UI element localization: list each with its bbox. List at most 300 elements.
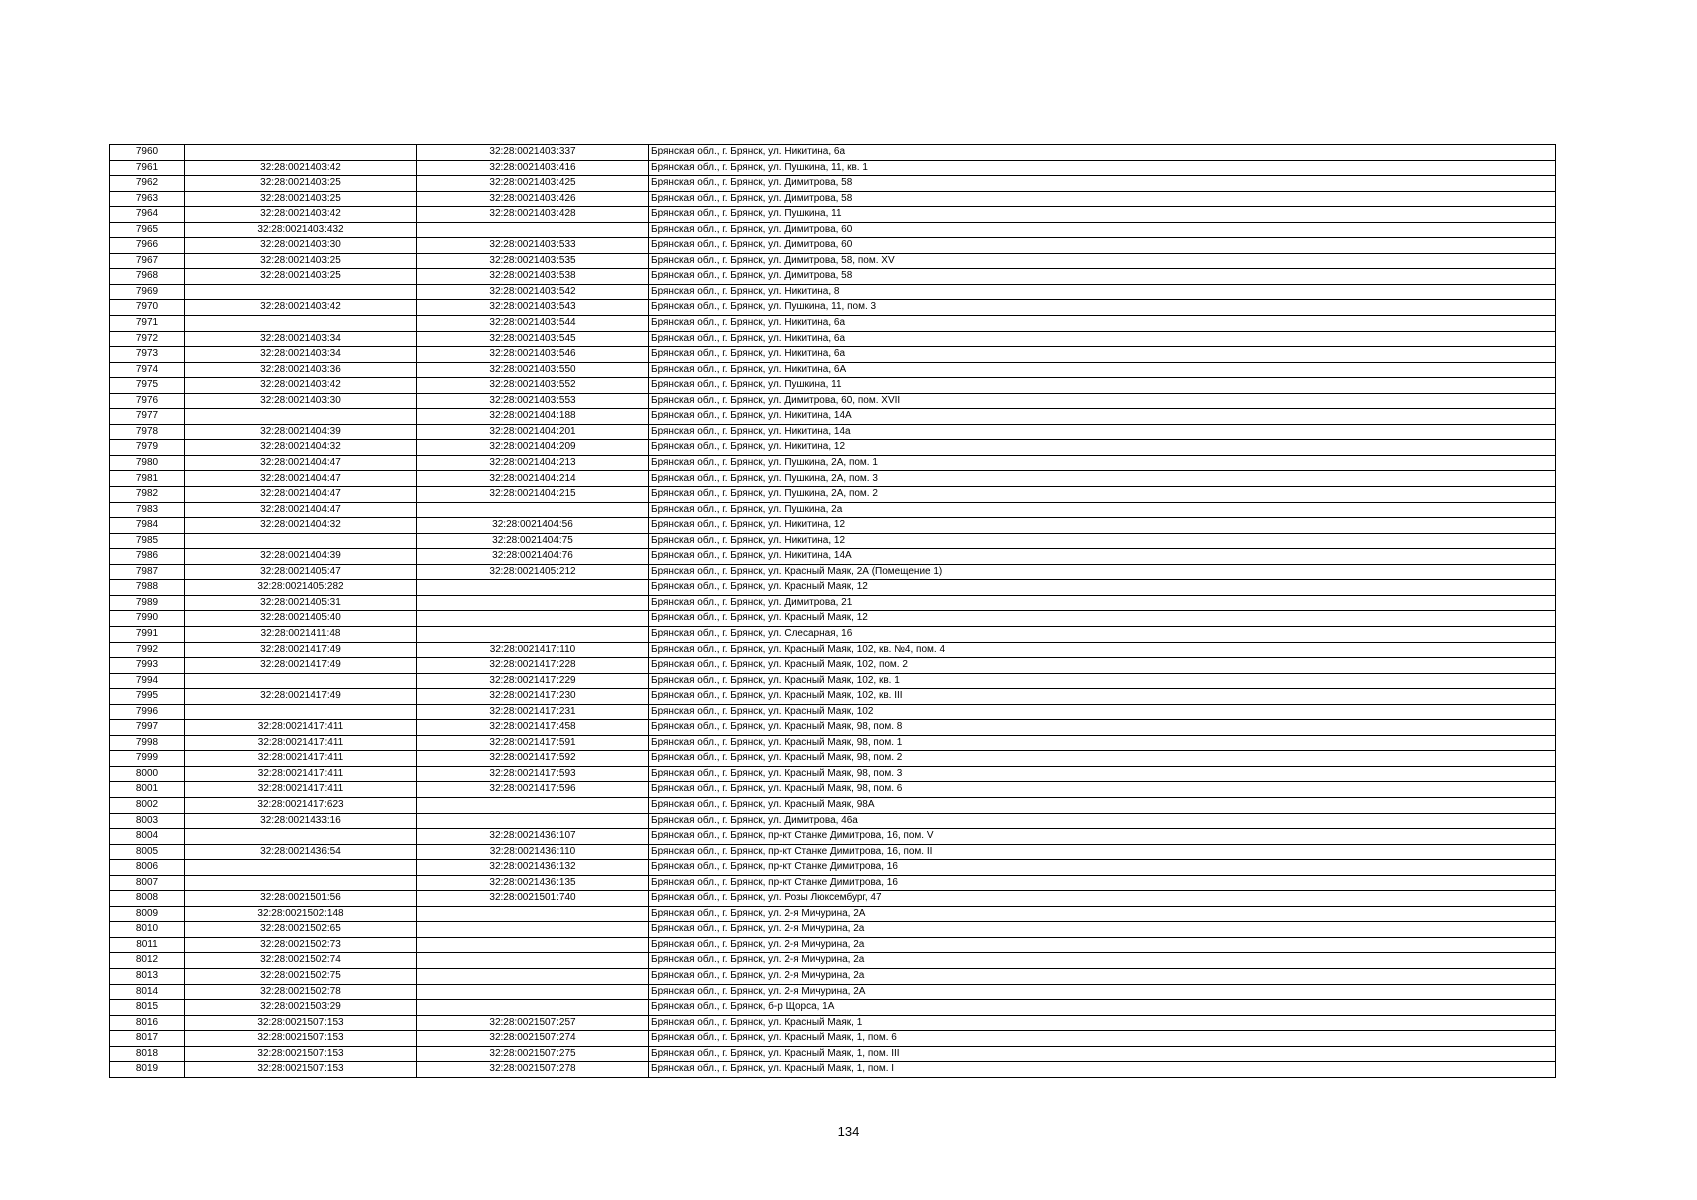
row-number-cell: 7996 [110, 704, 185, 720]
object-cadastral-number-cell: 32:28:0021417:230 [417, 689, 649, 705]
table-row [110, 766, 1556, 782]
row-number-cell: 7974 [110, 362, 185, 378]
parcel-cadastral-number-cell: 32:28:0021417:411 [185, 735, 417, 751]
parcel-cadastral-number-cell: 32:28:0021417:411 [185, 782, 417, 798]
table-row [110, 347, 1556, 363]
table-row [110, 564, 1556, 580]
object-cadastral-number-cell: 32:28:0021403:545 [417, 331, 649, 347]
address-cell: Брянская обл., г. Брянск, пр-кт Станке Димитрова, 16, пом. V [649, 829, 1556, 845]
parcel-cadastral-number-cell: 32:28:0021403:30 [185, 238, 417, 254]
object-cadastral-number-cell [417, 797, 649, 813]
page-number: 134 [837, 1124, 860, 1139]
parcel-cadastral-number-cell: 32:28:0021403:42 [185, 207, 417, 223]
row-number-cell: 8017 [110, 1031, 185, 1047]
parcel-cadastral-number-cell: 32:28:0021501:56 [185, 891, 417, 907]
address-cell: Брянская обл., г. Брянск, ул. Красный Маяк, 1, пом. 6 [649, 1031, 1556, 1047]
parcel-cadastral-number-cell: 32:28:0021502:74 [185, 953, 417, 969]
table-row [110, 953, 1556, 969]
address-cell: Брянская обл., г. Брянск, ул. Пушкина, 11, кв. 1 [649, 160, 1556, 176]
address-cell: Брянская обл., г. Брянск, ул. Красный Маяк, 98, пом. 3 [649, 766, 1556, 782]
row-number-cell: 7992 [110, 642, 185, 658]
table-row [110, 238, 1556, 254]
table-row [110, 549, 1556, 565]
parcel-cadastral-number-cell: 32:28:0021433:16 [185, 813, 417, 829]
object-cadastral-number-cell: 32:28:0021417:110 [417, 642, 649, 658]
object-cadastral-number-cell: 32:28:0021417:596 [417, 782, 649, 798]
parcel-cadastral-number-cell [185, 704, 417, 720]
address-cell: Брянская обл., г. Брянск, ул. Димитрова, 58, пом. XV [649, 253, 1556, 269]
parcel-cadastral-number-cell [185, 284, 417, 300]
address-cell: Брянская обл., г. Брянск, ул. Никитина, 6а [649, 331, 1556, 347]
row-number-cell: 7968 [110, 269, 185, 285]
table-row [110, 331, 1556, 347]
object-cadastral-number-cell [417, 580, 649, 596]
object-cadastral-number-cell: 32:28:0021404:209 [417, 440, 649, 456]
object-cadastral-number-cell: 32:28:0021405:212 [417, 564, 649, 580]
object-cadastral-number-cell [417, 937, 649, 953]
parcel-cadastral-number-cell: 32:28:0021417:411 [185, 766, 417, 782]
table-row [110, 611, 1556, 627]
address-cell: Брянская обл., г. Брянск, ул. Пушкина, 2А, пом. 1 [649, 455, 1556, 471]
address-cell: Брянская обл., г. Брянск, ул. Димитрова, 58 [649, 176, 1556, 192]
table-row [110, 875, 1556, 891]
table-row [110, 316, 1556, 332]
address-cell: Брянская обл., г. Брянск, ул. 2-я Мичурина, 2А [649, 984, 1556, 1000]
address-cell: Брянская обл., г. Брянск, ул. Красный Маяк, 102, кв. №4, пом. 4 [649, 642, 1556, 658]
table-row [110, 409, 1556, 425]
parcel-cadastral-number-cell: 32:28:0021502:65 [185, 922, 417, 938]
table-row [110, 284, 1556, 300]
parcel-cadastral-number-cell: 32:28:0021405:40 [185, 611, 417, 627]
address-cell: Брянская обл., г. Брянск, ул. 2-я Мичурина, 2а [649, 953, 1556, 969]
table-row [110, 533, 1556, 549]
row-number-cell: 7990 [110, 611, 185, 627]
parcel-cadastral-number-cell: 32:28:0021417:623 [185, 797, 417, 813]
address-cell: Брянская обл., г. Брянск, ул. Красный Маяк, 102, кв. 1 [649, 673, 1556, 689]
row-number-cell: 7980 [110, 455, 185, 471]
address-cell: Брянская обл., г. Брянск, ул. Пушкина, 11, пом. 3 [649, 300, 1556, 316]
parcel-cadastral-number-cell: 32:28:0021404:39 [185, 424, 417, 440]
object-cadastral-number-cell: 32:28:0021436:110 [417, 844, 649, 860]
address-cell: Брянская обл., г. Брянск, ул. Розы Люксембург, 47 [649, 891, 1556, 907]
object-cadastral-number-cell [417, 906, 649, 922]
row-number-cell: 8001 [110, 782, 185, 798]
row-number-cell: 8012 [110, 953, 185, 969]
object-cadastral-number-cell: 32:28:0021403:416 [417, 160, 649, 176]
table-row [110, 269, 1556, 285]
address-cell: Брянская обл., г. Брянск, ул. Никитина, 8 [649, 284, 1556, 300]
table-row [110, 968, 1556, 984]
object-cadastral-number-cell [417, 984, 649, 1000]
table-row [110, 455, 1556, 471]
object-cadastral-number-cell: 32:28:0021404:188 [417, 409, 649, 425]
object-cadastral-number-cell: 32:28:0021403:546 [417, 347, 649, 363]
address-cell: Брянская обл., г. Брянск, ул. Никитина, 12 [649, 518, 1556, 534]
parcel-cadastral-number-cell: 32:28:0021411:48 [185, 626, 417, 642]
parcel-cadastral-number-cell: 32:28:0021404:47 [185, 471, 417, 487]
table-row [110, 362, 1556, 378]
object-cadastral-number-cell [417, 813, 649, 829]
address-cell: Брянская обл., г. Брянск, пр-кт Станке Димитрова, 16 [649, 860, 1556, 876]
address-cell: Брянская обл., г. Брянск, ул. Димитрова, 58 [649, 191, 1556, 207]
parcel-cadastral-number-cell: 32:28:0021403:42 [185, 378, 417, 394]
row-number-cell: 7969 [110, 284, 185, 300]
row-number-cell: 7971 [110, 316, 185, 332]
table-row [110, 595, 1556, 611]
table-row [110, 797, 1556, 813]
row-number-cell: 8015 [110, 1000, 185, 1016]
row-number-cell: 7977 [110, 409, 185, 425]
row-number-cell: 8010 [110, 922, 185, 938]
parcel-cadastral-number-cell: 32:28:0021403:432 [185, 222, 417, 238]
table-row [110, 1046, 1556, 1062]
table-row [110, 673, 1556, 689]
parcel-cadastral-number-cell: 32:28:0021507:153 [185, 1062, 417, 1078]
parcel-cadastral-number-cell [185, 673, 417, 689]
parcel-cadastral-number-cell: 32:28:0021507:153 [185, 1031, 417, 1047]
object-cadastral-number-cell [417, 968, 649, 984]
table-row [110, 518, 1556, 534]
object-cadastral-number-cell: 32:28:0021417:231 [417, 704, 649, 720]
object-cadastral-number-cell: 32:28:0021436:135 [417, 875, 649, 891]
table-row [110, 937, 1556, 953]
address-cell: Брянская обл., г. Брянск, ул. Красный Маяк, 1, пом. III [649, 1046, 1556, 1062]
table-row [110, 1015, 1556, 1031]
row-number-cell: 7963 [110, 191, 185, 207]
address-cell: Брянская обл., г. Брянск, ул. 2-я Мичурина, 2А [649, 906, 1556, 922]
table-row [110, 580, 1556, 596]
parcel-cadastral-number-cell: 32:28:0021503:29 [185, 1000, 417, 1016]
parcel-cadastral-number-cell [185, 860, 417, 876]
address-cell: Брянская обл., г. Брянск, ул. Никитина, 14а [649, 424, 1556, 440]
parcel-cadastral-number-cell: 32:28:0021403:36 [185, 362, 417, 378]
row-number-cell: 8007 [110, 875, 185, 891]
object-cadastral-number-cell [417, 922, 649, 938]
address-cell: Брянская обл., г. Брянск, пр-кт Станке Димитрова, 16 [649, 875, 1556, 891]
parcel-cadastral-number-cell: 32:28:0021403:25 [185, 191, 417, 207]
object-cadastral-number-cell: 32:28:0021404:215 [417, 487, 649, 503]
address-cell: Брянская обл., г. Брянск, ул. Пушкина, 11 [649, 378, 1556, 394]
row-number-cell: 8011 [110, 937, 185, 953]
address-cell: Брянская обл., г. Брянск, ул. Пушкина, 2А, пом. 3 [649, 471, 1556, 487]
address-cell: Брянская обл., г. Брянск, ул. 2-я Мичурина, 2а [649, 968, 1556, 984]
object-cadastral-number-cell: 32:28:0021507:278 [417, 1062, 649, 1078]
address-cell: Брянская обл., г. Брянск, ул. Димитрова, 21 [649, 595, 1556, 611]
parcel-cadastral-number-cell: 32:28:0021417:49 [185, 642, 417, 658]
row-number-cell: 7978 [110, 424, 185, 440]
parcel-cadastral-number-cell: 32:28:0021507:153 [185, 1046, 417, 1062]
table-row [110, 689, 1556, 705]
address-cell: Брянская обл., г. Брянск, ул. Димитрова, 60 [649, 222, 1556, 238]
address-cell: Брянская обл., г. Брянск, ул. Никитина, 6а [649, 316, 1556, 332]
row-number-cell: 8014 [110, 984, 185, 1000]
table-row [110, 145, 1556, 161]
address-cell: Брянская обл., г. Брянск, ул. Красный Маяк, 102, кв. III [649, 689, 1556, 705]
object-cadastral-number-cell: 32:28:0021507:257 [417, 1015, 649, 1031]
table-row [110, 1000, 1556, 1016]
object-cadastral-number-cell: 32:28:0021403:535 [417, 253, 649, 269]
row-number-cell: 7999 [110, 751, 185, 767]
table-row [110, 984, 1556, 1000]
parcel-cadastral-number-cell: 32:28:0021403:25 [185, 176, 417, 192]
object-cadastral-number-cell: 32:28:0021404:56 [417, 518, 649, 534]
table-row [110, 502, 1556, 518]
row-number-cell: 7979 [110, 440, 185, 456]
address-cell: Брянская обл., г. Брянск, ул. 2-я Мичурина, 2а [649, 937, 1556, 953]
address-cell: Брянская обл., г. Брянск, ул. Красный Маяк, 98, пом. 1 [649, 735, 1556, 751]
row-number-cell: 8016 [110, 1015, 185, 1031]
parcel-cadastral-number-cell: 32:28:0021404:32 [185, 440, 417, 456]
object-cadastral-number-cell: 32:28:0021403:543 [417, 300, 649, 316]
row-number-cell: 8019 [110, 1062, 185, 1078]
address-cell: Брянская обл., г. Брянск, ул. Красный Маяк, 98, пом. 8 [649, 720, 1556, 736]
parcel-cadastral-number-cell: 32:28:0021502:75 [185, 968, 417, 984]
object-cadastral-number-cell: 32:28:0021417:458 [417, 720, 649, 736]
address-cell: Брянская обл., г. Брянск, ул. Никитина, 6а [649, 145, 1556, 161]
object-cadastral-number-cell: 32:28:0021417:591 [417, 735, 649, 751]
parcel-cadastral-number-cell: 32:28:0021502:73 [185, 937, 417, 953]
object-cadastral-number-cell [417, 502, 649, 518]
parcel-cadastral-number-cell: 32:28:0021405:31 [185, 595, 417, 611]
address-cell: Брянская обл., г. Брянск, ул. Никитина, 14А [649, 549, 1556, 565]
parcel-cadastral-number-cell: 32:28:0021403:34 [185, 331, 417, 347]
row-number-cell: 7991 [110, 626, 185, 642]
object-cadastral-number-cell: 32:28:0021403:544 [417, 316, 649, 332]
object-cadastral-number-cell: 32:28:0021404:201 [417, 424, 649, 440]
row-number-cell: 8008 [110, 891, 185, 907]
object-cadastral-number-cell: 32:28:0021403:552 [417, 378, 649, 394]
address-cell: Брянская обл., г. Брянск, ул. Красный Маяк, 1 [649, 1015, 1556, 1031]
address-cell: Брянская обл., г. Брянск, ул. Красный Маяк, 102 [649, 704, 1556, 720]
table-row [110, 813, 1556, 829]
table-row [110, 860, 1556, 876]
object-cadastral-number-cell: 32:28:0021417:592 [417, 751, 649, 767]
parcel-cadastral-number-cell [185, 829, 417, 845]
row-number-cell: 7964 [110, 207, 185, 223]
parcel-cadastral-number-cell: 32:28:0021417:49 [185, 689, 417, 705]
table-row [110, 487, 1556, 503]
object-cadastral-number-cell: 32:28:0021403:428 [417, 207, 649, 223]
table-row [110, 720, 1556, 736]
row-number-cell: 8002 [110, 797, 185, 813]
object-cadastral-number-cell: 32:28:0021404:75 [417, 533, 649, 549]
row-number-cell: 7987 [110, 564, 185, 580]
address-cell: Брянская обл., г. Брянск, ул. Никитина, 12 [649, 440, 1556, 456]
row-number-cell: 7994 [110, 673, 185, 689]
row-number-cell: 8009 [110, 906, 185, 922]
table-row [110, 891, 1556, 907]
table-row [110, 704, 1556, 720]
address-cell: Брянская обл., г. Брянск, ул. Красный Маяк, 98А [649, 797, 1556, 813]
address-cell: Брянская обл., г. Брянск, ул. Красный Маяк, 102, пом. 2 [649, 658, 1556, 674]
row-number-cell: 7981 [110, 471, 185, 487]
object-cadastral-number-cell: 32:28:0021507:275 [417, 1046, 649, 1062]
parcel-cadastral-number-cell: 32:28:0021417:411 [185, 720, 417, 736]
row-number-cell: 7986 [110, 549, 185, 565]
parcel-cadastral-number-cell: 32:28:0021417:49 [185, 658, 417, 674]
parcel-cadastral-number-cell: 32:28:0021404:47 [185, 502, 417, 518]
row-number-cell: 8003 [110, 813, 185, 829]
object-cadastral-number-cell [417, 953, 649, 969]
object-cadastral-number-cell [417, 611, 649, 627]
object-cadastral-number-cell: 32:28:0021403:533 [417, 238, 649, 254]
table-row [110, 207, 1556, 223]
parcel-cadastral-number-cell: 32:28:0021404:32 [185, 518, 417, 534]
table-row [110, 1031, 1556, 1047]
table-row [110, 751, 1556, 767]
table-row [110, 378, 1556, 394]
row-number-cell: 7995 [110, 689, 185, 705]
table-row [110, 922, 1556, 938]
row-number-cell: 7976 [110, 393, 185, 409]
parcel-cadastral-number-cell: 32:28:0021502:78 [185, 984, 417, 1000]
register-body [110, 145, 1556, 1078]
parcel-cadastral-number-cell: 32:28:0021403:30 [185, 393, 417, 409]
table-row [110, 735, 1556, 751]
table-row [110, 829, 1556, 845]
row-number-cell: 7960 [110, 145, 185, 161]
address-cell: Брянская обл., г. Брянск, ул. Пушкина, 11 [649, 207, 1556, 223]
parcel-cadastral-number-cell: 32:28:0021502:148 [185, 906, 417, 922]
table-row [110, 844, 1556, 860]
table-row [110, 176, 1556, 192]
object-cadastral-number-cell: 32:28:0021403:426 [417, 191, 649, 207]
address-cell: Брянская обл., г. Брянск, ул. Слесарная, 16 [649, 626, 1556, 642]
row-number-cell: 7970 [110, 300, 185, 316]
object-cadastral-number-cell: 32:28:0021507:274 [417, 1031, 649, 1047]
address-cell: Брянская обл., г. Брянск, ул. Красный Маяк, 12 [649, 611, 1556, 627]
address-cell: Брянская обл., г. Брянск, ул. Красный Маяк, 1, пом. I [649, 1062, 1556, 1078]
row-number-cell: 7972 [110, 331, 185, 347]
object-cadastral-number-cell: 32:28:0021404:214 [417, 471, 649, 487]
object-cadastral-number-cell: 32:28:0021403:538 [417, 269, 649, 285]
parcel-cadastral-number-cell: 32:28:0021403:42 [185, 160, 417, 176]
address-cell: Брянская обл., г. Брянск, ул. Красный Маяк, 12 [649, 580, 1556, 596]
parcel-cadastral-number-cell [185, 533, 417, 549]
object-cadastral-number-cell [417, 626, 649, 642]
object-cadastral-number-cell: 32:28:0021403:425 [417, 176, 649, 192]
table-row [110, 782, 1556, 798]
row-number-cell: 7965 [110, 222, 185, 238]
row-number-cell: 7973 [110, 347, 185, 363]
parcel-cadastral-number-cell: 32:28:0021405:282 [185, 580, 417, 596]
row-number-cell: 7993 [110, 658, 185, 674]
table-row [110, 222, 1556, 238]
row-number-cell: 7967 [110, 253, 185, 269]
address-cell: Брянская обл., г. Брянск, ул. Димитрова, 60 [649, 238, 1556, 254]
parcel-cadastral-number-cell [185, 145, 417, 161]
table-row [110, 300, 1556, 316]
object-cadastral-number-cell: 32:28:0021404:76 [417, 549, 649, 565]
table-row [110, 160, 1556, 176]
table-row [110, 906, 1556, 922]
row-number-cell: 7998 [110, 735, 185, 751]
address-cell: Брянская обл., г. Брянск, ул. 2-я Мичурина, 2а [649, 922, 1556, 938]
parcel-cadastral-number-cell [185, 409, 417, 425]
row-number-cell: 8004 [110, 829, 185, 845]
object-cadastral-number-cell: 32:28:0021417:593 [417, 766, 649, 782]
row-number-cell: 8018 [110, 1046, 185, 1062]
object-cadastral-number-cell: 32:28:0021436:107 [417, 829, 649, 845]
object-cadastral-number-cell [417, 1000, 649, 1016]
table-row [110, 471, 1556, 487]
table-row [110, 393, 1556, 409]
object-cadastral-number-cell: 32:28:0021403:553 [417, 393, 649, 409]
register-table [109, 144, 1556, 1078]
address-cell: Брянская обл., г. Брянск, ул. Красный Маяк, 98, пом. 6 [649, 782, 1556, 798]
parcel-cadastral-number-cell: 32:28:0021507:153 [185, 1015, 417, 1031]
object-cadastral-number-cell: 32:28:0021403:542 [417, 284, 649, 300]
row-number-cell: 7989 [110, 595, 185, 611]
row-number-cell: 7984 [110, 518, 185, 534]
object-cadastral-number-cell: 32:28:0021417:228 [417, 658, 649, 674]
object-cadastral-number-cell: 32:28:0021501:740 [417, 891, 649, 907]
row-number-cell: 8000 [110, 766, 185, 782]
object-cadastral-number-cell [417, 595, 649, 611]
row-number-cell: 7961 [110, 160, 185, 176]
object-cadastral-number-cell: 32:28:0021403:550 [417, 362, 649, 378]
row-number-cell: 7983 [110, 502, 185, 518]
parcel-cadastral-number-cell [185, 875, 417, 891]
address-cell: Брянская обл., г. Брянск, ул. Димитрова, 58 [649, 269, 1556, 285]
table-row [110, 191, 1556, 207]
address-cell: Брянская обл., г. Брянск, б-р Щорса, 1А [649, 1000, 1556, 1016]
object-cadastral-number-cell: 32:28:0021403:337 [417, 145, 649, 161]
table-row [110, 642, 1556, 658]
parcel-cadastral-number-cell: 32:28:0021403:25 [185, 253, 417, 269]
parcel-cadastral-number-cell: 32:28:0021404:47 [185, 455, 417, 471]
row-number-cell: 8006 [110, 860, 185, 876]
parcel-cadastral-number-cell: 32:28:0021403:34 [185, 347, 417, 363]
parcel-cadastral-number-cell: 32:28:0021405:47 [185, 564, 417, 580]
address-cell: Брянская обл., г. Брянск, ул. Красный Маяк, 2А (Помещение 1) [649, 564, 1556, 580]
row-number-cell: 7962 [110, 176, 185, 192]
row-number-cell: 8013 [110, 968, 185, 984]
row-number-cell: 8005 [110, 844, 185, 860]
parcel-cadastral-number-cell: 32:28:0021403:42 [185, 300, 417, 316]
table-row [110, 253, 1556, 269]
table-row [110, 424, 1556, 440]
object-cadastral-number-cell [417, 222, 649, 238]
table-row [110, 658, 1556, 674]
row-number-cell: 7997 [110, 720, 185, 736]
parcel-cadastral-number-cell: 32:28:0021436:54 [185, 844, 417, 860]
address-cell: Брянская обл., г. Брянск, ул. Пушкина, 2А, пом. 2 [649, 487, 1556, 503]
table-row [110, 626, 1556, 642]
table-row [110, 440, 1556, 456]
address-cell: Брянская обл., г. Брянск, ул. Димитрова, 60, пом. XVII [649, 393, 1556, 409]
parcel-cadastral-number-cell [185, 316, 417, 332]
parcel-cadastral-number-cell: 32:28:0021404:47 [185, 487, 417, 503]
row-number-cell: 7966 [110, 238, 185, 254]
object-cadastral-number-cell: 32:28:0021436:132 [417, 860, 649, 876]
table-row [110, 1062, 1556, 1078]
parcel-cadastral-number-cell: 32:28:0021403:25 [185, 269, 417, 285]
object-cadastral-number-cell: 32:28:0021417:229 [417, 673, 649, 689]
address-cell: Брянская обл., г. Брянск, ул. Никитина, 12 [649, 533, 1556, 549]
address-cell: Брянская обл., г. Брянск, ул. Никитина, 14А [649, 409, 1556, 425]
parcel-cadastral-number-cell: 32:28:0021417:411 [185, 751, 417, 767]
row-number-cell: 7988 [110, 580, 185, 596]
parcel-cadastral-number-cell: 32:28:0021404:39 [185, 549, 417, 565]
object-cadastral-number-cell: 32:28:0021404:213 [417, 455, 649, 471]
address-cell: Брянская обл., г. Брянск, ул. Димитрова, 46а [649, 813, 1556, 829]
address-cell: Брянская обл., г. Брянск, ул. Пушкина, 2а [649, 502, 1556, 518]
address-cell: Брянская обл., г. Брянск, ул. Красный Маяк, 98, пом. 2 [649, 751, 1556, 767]
address-cell: Брянская обл., г. Брянск, ул. Никитина, 6А [649, 362, 1556, 378]
row-number-cell: 7985 [110, 533, 185, 549]
row-number-cell: 7982 [110, 487, 185, 503]
